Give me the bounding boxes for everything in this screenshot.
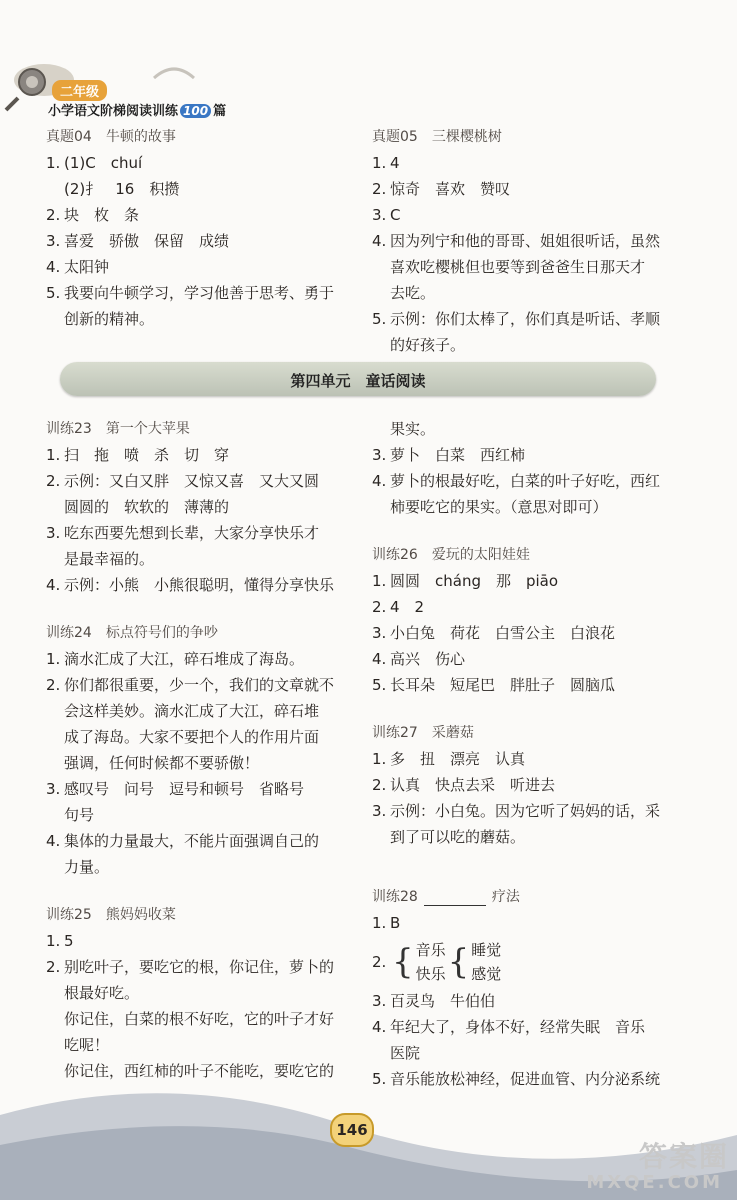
answer-text: 会这样美妙。滴水汇成了大江，碎石堆: [64, 702, 320, 720]
answer-number: 5.: [372, 676, 387, 694]
answer-text: 萝卜 白菜 西红柿: [390, 446, 526, 464]
answer-line: [372, 1014, 692, 1040]
answer-number: 3.: [372, 624, 387, 642]
answer-number: 3.: [46, 232, 61, 250]
answer-number: 4.: [372, 1018, 387, 1036]
answer-line: [372, 332, 692, 358]
answer-number: 4.: [372, 472, 387, 490]
answer-number: 2.: [372, 598, 387, 616]
answer-line: [46, 150, 346, 176]
answer-text: B: [390, 914, 401, 932]
answer-line: [46, 280, 346, 306]
answer-line: [372, 646, 692, 672]
answer-number: 3.: [372, 992, 387, 1010]
answer-text: 4: [390, 154, 400, 172]
answer-line: [372, 798, 692, 824]
answer-number: [46, 802, 64, 828]
section-title-suffix: 疗法: [491, 889, 520, 905]
answer-text: 强调，任何时候都不要骄傲！: [64, 754, 260, 772]
answer-line: [46, 776, 346, 802]
section-title: 训练25 熊妈妈收菜: [46, 907, 176, 923]
answer-line: [46, 468, 346, 494]
answer-number: 4.: [46, 576, 61, 594]
answer-number: [372, 1040, 390, 1066]
answer-line: [46, 954, 346, 980]
answer-line: [372, 672, 692, 698]
answer-text: 你记住，西红柿的叶子不能吃，要吃它的: [64, 1062, 335, 1080]
answer-number: 1.: [46, 446, 61, 464]
answer-text: 示例：小熊 小熊很聪明，懂得分享快乐: [64, 576, 335, 594]
answer-line: [372, 494, 692, 520]
answer-number: 1.: [46, 154, 61, 172]
answer-number: [46, 698, 64, 724]
page-number: 146: [330, 1113, 374, 1147]
answer-line: [46, 520, 346, 546]
answer-number: 1.: [372, 154, 387, 172]
answer-text: 是最幸福的。: [64, 550, 155, 568]
answer-line: [46, 306, 346, 332]
answer-text: 太阳钟: [64, 258, 110, 276]
answer-text: 惊奇 喜欢 赞叹: [390, 180, 511, 198]
answer-number: 5.: [46, 284, 61, 302]
answer-text: 吃东西要先想到长辈，大家分享快乐才: [64, 524, 320, 542]
answer-text: 萝卜的根最好吃，白菜的叶子好吃，西红: [390, 472, 661, 490]
answer-line: [46, 724, 346, 750]
answer-number: [46, 1006, 64, 1032]
answer-number: [46, 546, 64, 572]
section-title-t28: [372, 884, 692, 910]
answer-line: [372, 202, 692, 228]
answer-line: [372, 988, 692, 1014]
series-title: [48, 100, 226, 119]
answer-text: 高兴 伤心: [390, 650, 466, 668]
answer-text: 你记住，白菜的根不好吃，它的叶子才好: [64, 1010, 335, 1028]
section-title: 训练27 采蘑菇: [372, 725, 474, 741]
answer-number: 5.: [372, 1070, 387, 1088]
answer-text: 句号: [64, 806, 95, 824]
answer-text: 集体的力量最大，不能片面强调自己的: [64, 832, 320, 850]
answer-number: [372, 254, 390, 280]
brace-icon: {: [392, 942, 414, 982]
answer-text: 创新的精神。: [64, 310, 155, 328]
section-zhenti-05: [372, 118, 692, 358]
answer-text: 块 枚 条: [64, 206, 140, 224]
answer-line: [46, 928, 346, 954]
answer-line: [46, 442, 346, 468]
answer-number: [46, 980, 64, 1006]
answer-text: 成了海岛。大家不要把个人的作用片面: [64, 728, 320, 746]
answer-number: 4.: [46, 258, 61, 276]
answer-text: 滴水汇成了大江，碎石堆成了海岛。: [64, 650, 305, 668]
answer-line: [46, 202, 346, 228]
answer-number: [372, 332, 390, 358]
unit-title: 第四单元 童话阅读: [290, 372, 426, 390]
answer-number: [46, 1032, 64, 1058]
answer-text: 年纪大了，身体不好，经常失眠 音乐: [390, 1018, 646, 1036]
answer-text: 圆圆的 软软的 薄薄的: [64, 498, 230, 516]
answer-list: [372, 150, 692, 358]
answer-number: 3.: [372, 802, 387, 820]
answer-number: 4.: [372, 650, 387, 668]
answer-text: 示例：小白兔。因为它听了妈妈的话，采: [390, 802, 661, 820]
answer-text: 感叹号 问号 逗号和顿号 省略号: [64, 780, 305, 798]
answer-number: [46, 854, 64, 880]
answer-number: [372, 824, 390, 850]
answer-line: [372, 254, 692, 280]
answer-number: 2.: [46, 472, 61, 490]
answer-line-brace: [372, 936, 692, 988]
answer-line: [46, 646, 346, 672]
brace-bottom-left: 快乐: [415, 965, 446, 983]
answer-text: 医院: [390, 1044, 421, 1062]
answer-number: 3.: [46, 780, 61, 798]
section-zhenti-04: [46, 118, 346, 332]
answer-line: [46, 572, 346, 598]
answer-text: (2)扌 16 积攒: [64, 180, 180, 198]
answer-text: 小白兔 荷花 白雪公主 白浪花: [390, 624, 616, 642]
fill-blank-line: [424, 889, 486, 906]
answer-line: [372, 620, 692, 646]
answer-line: [46, 546, 346, 572]
answer-line: [372, 228, 692, 254]
answer-number: 3.: [372, 206, 387, 224]
answer-text: 别吃叶子，要吃它的根，你记住，萝卜的: [64, 958, 335, 976]
answer-number: 1.: [372, 914, 387, 932]
brace-icon: {: [447, 942, 470, 982]
answer-text: 扫 拖 喷 杀 切 穿: [64, 446, 230, 464]
section-title: 训练23 第一个大苹果: [46, 421, 190, 437]
answer-line: [372, 594, 692, 620]
answer-text: 喜爱 骄傲 保留 成绩: [64, 232, 230, 250]
answer-list: [46, 646, 346, 880]
answer-text: 去吃。: [390, 284, 436, 302]
grade-badge: 二年级: [52, 80, 107, 101]
answer-line: [372, 468, 692, 494]
series-title-number: 100: [180, 104, 211, 118]
series-title-prefix: 小学语文阶梯阅读训练: [48, 104, 179, 119]
brace-top-right: 睡觉: [471, 941, 502, 959]
answer-line: [372, 416, 692, 442]
brace-bottom-right: 感觉: [471, 965, 502, 983]
answer-text: 喜欢吃樱桃但也要等到爸爸生日那天才: [390, 258, 646, 276]
answer-list: [46, 150, 346, 332]
answer-text: (1)C chuí: [64, 154, 143, 172]
answer-text: 果实。: [390, 420, 436, 438]
answer-text: 示例：又白又胖 又惊又喜 又大又圆: [64, 472, 320, 490]
answer-text: 你们都很重要，少一个，我们的文章就不: [64, 676, 335, 694]
answer-line: [372, 824, 692, 850]
right-column-lower: [372, 410, 692, 1092]
answer-text: 到了可以吃的蘑菇。: [390, 828, 526, 846]
answer-number: [46, 724, 64, 750]
answer-number: 5.: [372, 310, 387, 328]
unit-banner: [60, 362, 656, 396]
brace-top-left: 音乐: [415, 941, 446, 959]
answer-number: [372, 280, 390, 306]
answer-text: 力量。: [64, 858, 110, 876]
answer-line: [46, 980, 346, 1006]
answer-text: 音乐能放松神经，促进血管、内分泌系统: [390, 1070, 661, 1088]
answer-number: 4.: [46, 832, 61, 850]
answer-number: 1.: [372, 750, 387, 768]
answer-line: [46, 494, 346, 520]
answer-text: 柿要吃它的果实。（意思对即可）: [390, 498, 608, 516]
answer-text: 多 扭 漂亮 认真: [390, 750, 526, 768]
answer-number: [46, 494, 64, 520]
answer-list: [372, 568, 692, 698]
section-title: 真题04 牛顿的故事: [46, 129, 176, 145]
answer-line: [372, 1040, 692, 1066]
answer-list: [46, 442, 346, 598]
answer-line: [46, 1006, 346, 1032]
answer-number: 1.: [372, 572, 387, 590]
answer-list: [372, 746, 692, 850]
watermark-logo: 答案圈: [638, 1140, 729, 1173]
answer-number: 2.: [372, 776, 387, 794]
answer-text: 5: [64, 932, 74, 950]
answer-text: 的好孩子。: [390, 336, 466, 354]
answer-line: [46, 228, 346, 254]
section-title: 训练24 标点符号们的争吵: [46, 625, 218, 641]
answer-list: [372, 416, 692, 520]
answer-text: 因为列宁和他的哥哥、姐姐很听话，虽然: [390, 232, 661, 250]
answer-number: 2.: [372, 180, 387, 198]
left-column-lower: [46, 410, 346, 1084]
answer-number: [372, 416, 390, 442]
answer-text: 圆圆 cháng 那 piāo: [390, 572, 559, 590]
answer-number: 2.: [46, 206, 61, 224]
answer-line: [372, 568, 692, 594]
answer-number: 3.: [46, 524, 61, 542]
answer-line: [46, 854, 346, 880]
answer-number: 4.: [372, 232, 387, 250]
answer-text: 百灵鸟 牛伯伯: [390, 992, 496, 1010]
answer-line: [372, 442, 692, 468]
answer-number: 2.: [372, 953, 387, 971]
answer-number: [372, 494, 390, 520]
answer-line: [372, 306, 692, 332]
answer-line: [46, 698, 346, 724]
answer-line: [46, 750, 346, 776]
answer-line: [46, 828, 346, 854]
answer-number: [46, 176, 64, 202]
answer-text: 吃呢！: [64, 1036, 110, 1054]
answer-number: 1.: [46, 650, 61, 668]
answer-list: [46, 928, 346, 1084]
answer-text: 4 2: [390, 598, 425, 616]
answer-text: 长耳朵 短尾巴 胖肚子 圆脑瓜: [390, 676, 616, 694]
answer-line: [372, 150, 692, 176]
answer-text: 根最好吃。: [64, 984, 140, 1002]
answer-number: 1.: [46, 932, 61, 950]
section-title: 训练26 爱玩的太阳娃娃: [372, 547, 530, 563]
answer-line: [46, 672, 346, 698]
answer-line: [46, 176, 346, 202]
answer-line: [372, 772, 692, 798]
answer-line: [372, 176, 692, 202]
section-title: 真题05 三棵樱桃树: [372, 129, 502, 145]
watermark-url: MXQE.COM: [586, 1172, 723, 1193]
answer-line: [372, 746, 692, 772]
answer-number: [46, 306, 64, 332]
answer-text: 认真 快点去采 听进去: [390, 776, 556, 794]
answer-number: 3.: [372, 446, 387, 464]
answer-number: [46, 750, 64, 776]
answer-text: 示例：你们太棒了，你们真是听话、孝顺: [390, 310, 661, 328]
answer-text: 我要向牛顿学习，学习他善于思考、勇于: [64, 284, 335, 302]
answer-number: 2.: [46, 958, 61, 976]
answer-text: C: [390, 206, 401, 224]
section-title-prefix: 训练28: [372, 889, 418, 905]
answer-line: [46, 254, 346, 280]
series-title-suffix: 篇: [213, 104, 227, 119]
answer-line: [372, 910, 692, 936]
answer-line: [46, 802, 346, 828]
answer-line: [372, 280, 692, 306]
answer-number: 2.: [46, 676, 61, 694]
answer-line: [46, 1032, 346, 1058]
